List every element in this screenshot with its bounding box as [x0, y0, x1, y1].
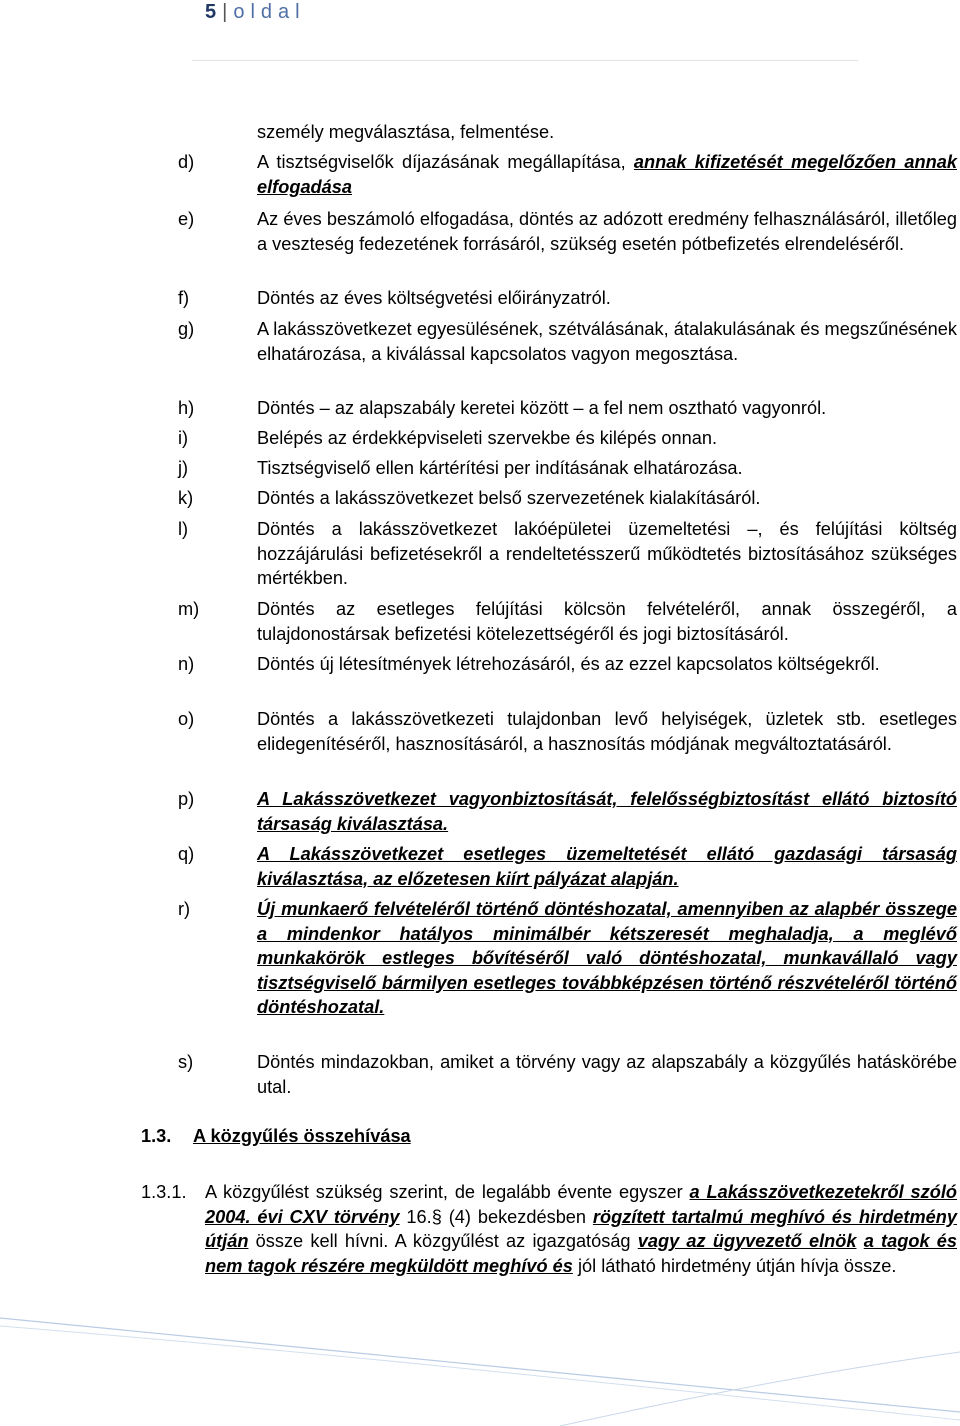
page-header — [205, 0, 306, 26]
section-title: A közgyűlés összehívása — [193, 1126, 411, 1146]
page-number: 5 — [205, 1, 217, 23]
header-rule — [192, 60, 858, 61]
continuation-line: személy megválasztása, felmentése. — [257, 122, 555, 142]
section-heading — [141, 1124, 411, 1148]
footer-decoration — [0, 1300, 960, 1426]
section-sign: § — [431, 1206, 442, 1227]
page-word: oldal — [233, 1, 306, 23]
item-letter: n) — [178, 654, 195, 674]
item-text: Döntés – az alapszabály keretei között – a fel nem osztható vagyonról. — [257, 398, 827, 418]
item-letter: r) — [178, 899, 191, 919]
item-text: Döntés a lakásszövetkezet belső szervezetének kialakításáról. — [257, 488, 761, 508]
list-item-k — [178, 486, 957, 511]
list-item-d — [178, 150, 957, 199]
item-text: A Lakásszövetkezet esetleges üzemeltetését ellátó gazdasági társaság kiválasztása, az előzetesen kiírt pályázat alapján. — [257, 844, 957, 889]
emphasis-text: vagy az ügyvezető elnök — [637, 1231, 857, 1252]
item-letter: h) — [178, 398, 195, 418]
list-item-j — [178, 456, 957, 481]
item-letter: l) — [178, 519, 189, 539]
item-text: Döntés az esetleges felújítási kölcsön felvételéről, annak összegéről, a tulajdonostársak befizetési kötelezettségéről és jogi biztosításáról. — [257, 599, 957, 644]
item-text: Döntés mindazokban, amiket a törvény vagy az alapszabály a közgyűlés hatáskörébe utal. — [257, 1052, 957, 1097]
text-part: jól látható hirdetmény útján hívja össze. — [572, 1255, 897, 1276]
emphasis-text: a tagok és nem tagok részére megküldött meghívó és — [205, 1231, 958, 1276]
list-item-r — [178, 897, 957, 1020]
law-reference: a Lakásszövetkezetekről szóló 2004. évi CXV törvény — [205, 1182, 957, 1227]
text-part: össze kell hívni. A közgyűlést az igazgatóság — [248, 1231, 638, 1252]
item-letter: d) — [178, 152, 195, 172]
item-text: Döntés a lakásszövetkezet lakóépületei üzemeltetési –, és felújítási költség hozzájárulási befizetésekről a rendeltetésszerű működtetés biztosításához szükséges mértékben. — [257, 519, 957, 589]
list-item-o — [178, 707, 957, 756]
item-letter: q) — [178, 844, 195, 864]
item-letter: k) — [178, 488, 194, 508]
list-item-g — [178, 317, 957, 366]
list-item-s — [178, 1050, 957, 1099]
item-text: Döntés a lakásszövetkezeti tulajdonban levő helyiségek, üzletek stb. esetleges elidegenítéséről, hasznosításáról, a hasznosítás módjának megváltoztatásáról. — [257, 709, 957, 754]
item-text: Tisztségviselő ellen kártérítési per indításának elhatározása. — [257, 458, 743, 478]
item-text: Az éves beszámoló elfogadása, döntés az adózott eredmény felhasználásáról, illetőleg a veszteség fedezetének forrásáról, szükség esetén pótbefizetés elrendeléséről. — [257, 209, 957, 254]
header-separator: | — [222, 1, 228, 23]
item-letter: g) — [178, 319, 195, 339]
subsection-text — [205, 1180, 957, 1278]
list-item-h — [178, 396, 957, 421]
text-part: (4) bekezdésben — [441, 1206, 593, 1227]
text-part — [857, 1231, 864, 1251]
item-text: A lakásszövetkezet egyesülésének, szétválásának, átalakulásának és megszűnésének elhatározása, a kiválással kapcsolatos vagyon megosztása. — [257, 319, 957, 364]
list-item-p — [178, 787, 957, 836]
item-letter: f) — [178, 288, 190, 308]
subsection-number: 1.3.1. — [141, 1182, 187, 1202]
text-part: A közgyűlést szükség szerint, de legalább évente egyszer — [205, 1182, 690, 1202]
emphasis-text: rögzített tartalmú meghívó és hirdetmény útján — [205, 1206, 957, 1252]
item-text-emphasis: annak kifizetését megelőzően annak elfogadása — [257, 152, 957, 197]
item-text: A Lakásszövetkezet vagyonbiztosítását, felelősségbiztosítást ellátó biztosító társaság kiválasztása. — [257, 789, 957, 834]
item-text: Új munkaerő felvételéről történő döntéshozatal, amennyiben az alapbér összege a mindenkor hatályos minimálbér kétszeresét meghaladja, a meglévő munkakörök estleges bővítéséről való döntéshozatal, munkavállaló vagy tisztségviselő bármilyen esetleges továbbképzésen történő részvételéről történő döntéshozatal. — [257, 899, 957, 1018]
text-part: 16. — [399, 1206, 432, 1227]
item-text: Belépés az érdekképviseleti szervekbe és kilépés onnan. — [257, 428, 718, 448]
list-item-q — [178, 842, 957, 891]
item-letter: i) — [178, 428, 189, 448]
item-letter: j) — [178, 458, 189, 478]
list-item-m — [178, 597, 957, 646]
item-letter: s) — [178, 1052, 194, 1072]
list-item-e — [178, 207, 957, 256]
item-letter: p) — [178, 789, 195, 809]
section-number: 1.3. — [141, 1126, 172, 1146]
item-text-part: A tisztségviselők díjazásának megállapítása, — [257, 152, 634, 172]
item-letter: m) — [178, 599, 200, 619]
list-item-l — [178, 517, 957, 591]
item-text — [257, 150, 957, 199]
list-item-f — [178, 286, 957, 311]
item-letter: o) — [178, 709, 195, 729]
subsection-paragraph — [141, 1180, 957, 1278]
item-text: Döntés az éves költségvetési előirányzatról. — [257, 288, 611, 308]
item-letter: e) — [178, 209, 195, 229]
item-text: Döntés új létesítmények létrehozásáról, és az ezzel kapcsolatos költségekről. — [257, 654, 880, 674]
list-item-i — [178, 426, 957, 451]
list-item-n — [178, 652, 957, 677]
